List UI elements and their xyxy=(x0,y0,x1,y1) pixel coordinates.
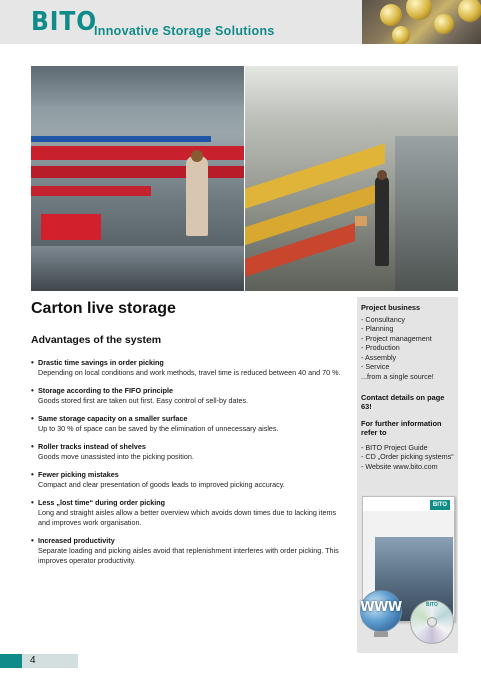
globe-stand xyxy=(374,631,388,637)
benefit-text: Goods stored first are taken out first. Easy control of sell-by dates. xyxy=(38,395,249,405)
bito-logo: BITO xyxy=(31,7,98,37)
brand-tagline: Innovative Storage Solutions xyxy=(94,24,275,38)
service-item: - Planning xyxy=(361,324,394,334)
benefit-item xyxy=(31,414,349,434)
page-header xyxy=(0,0,481,44)
benefit-text: Up to 30 % of space can be saved by the elimination of unnecessary aisles. xyxy=(38,423,279,433)
benefit-item xyxy=(31,498,349,527)
benefit-item xyxy=(31,536,349,565)
benefit-title: • Roller tracks instead of shelves xyxy=(38,442,146,452)
benefit-title: • Same storage capacity on a smaller surface xyxy=(38,414,188,424)
references-list xyxy=(361,443,455,472)
contact-note: Contact details on page 63! xyxy=(361,392,445,412)
service-item: - Assembly xyxy=(361,352,397,362)
brochure-logo: BITO xyxy=(430,500,450,510)
reference-item: - Website www.bito.com xyxy=(361,461,438,471)
cd-hole xyxy=(427,617,437,627)
cd-logo: BITO xyxy=(426,602,438,608)
benefit-item xyxy=(31,386,349,406)
warehouse-photo-left xyxy=(31,66,244,291)
further-info-heading xyxy=(361,419,455,438)
benefit-title: • Increased productivity xyxy=(38,536,115,546)
benefit-title: • Storage according to the FIFO principle xyxy=(38,386,173,396)
benefit-text: Long and straight aisles allow a better overview which avoids down times due to lacking items and improves work organisation. xyxy=(38,508,337,528)
service-item: - Production xyxy=(361,343,400,353)
benefit-item xyxy=(31,470,349,490)
benefit-title: • Fewer picking mistakes xyxy=(38,470,119,480)
further-info-line: For further information xyxy=(361,418,442,428)
benefit-item xyxy=(31,358,349,378)
page-title: Carton live storage xyxy=(31,300,176,317)
sidebar-heading: Project business xyxy=(361,303,421,312)
header-photo-knobs xyxy=(362,0,481,44)
benefit-text: Compact and clear presentation of goods leads to improved picking accuracy. xyxy=(38,480,285,490)
benefit-text: Goods move unassisted into the picking position. xyxy=(38,452,194,462)
service-item: - Project management xyxy=(361,333,432,343)
www-label: WWW xyxy=(360,600,402,615)
service-item: - Service xyxy=(361,362,390,372)
benefit-title: • Drastic time savings in order picking xyxy=(38,358,164,367)
warehouse-photo-right xyxy=(245,66,458,291)
service-item: ...from a single source! xyxy=(361,372,434,382)
page-tab xyxy=(0,654,22,668)
reference-item: - BITO Project Guide xyxy=(361,442,428,452)
benefit-title: • Less „lost time“ during order picking xyxy=(38,498,165,508)
section-subtitle: Advantages of the system xyxy=(31,334,162,346)
benefits-list xyxy=(31,358,349,574)
benefit-text: Depending on local conditions and work methods, travel time is reduced between 40 and 70 %. xyxy=(38,367,341,377)
further-info-line: refer to xyxy=(361,428,387,438)
page-number: 4 xyxy=(30,655,36,666)
reference-item: - CD „Order picking systems“ xyxy=(361,452,454,462)
services-list xyxy=(361,315,455,382)
service-item: - Consultancy xyxy=(361,314,405,324)
benefit-item xyxy=(31,442,349,462)
benefit-text: Separate loading and picking aisles avoid that replenishment interferes with order picking. This improves operator productivity. xyxy=(38,546,339,565)
